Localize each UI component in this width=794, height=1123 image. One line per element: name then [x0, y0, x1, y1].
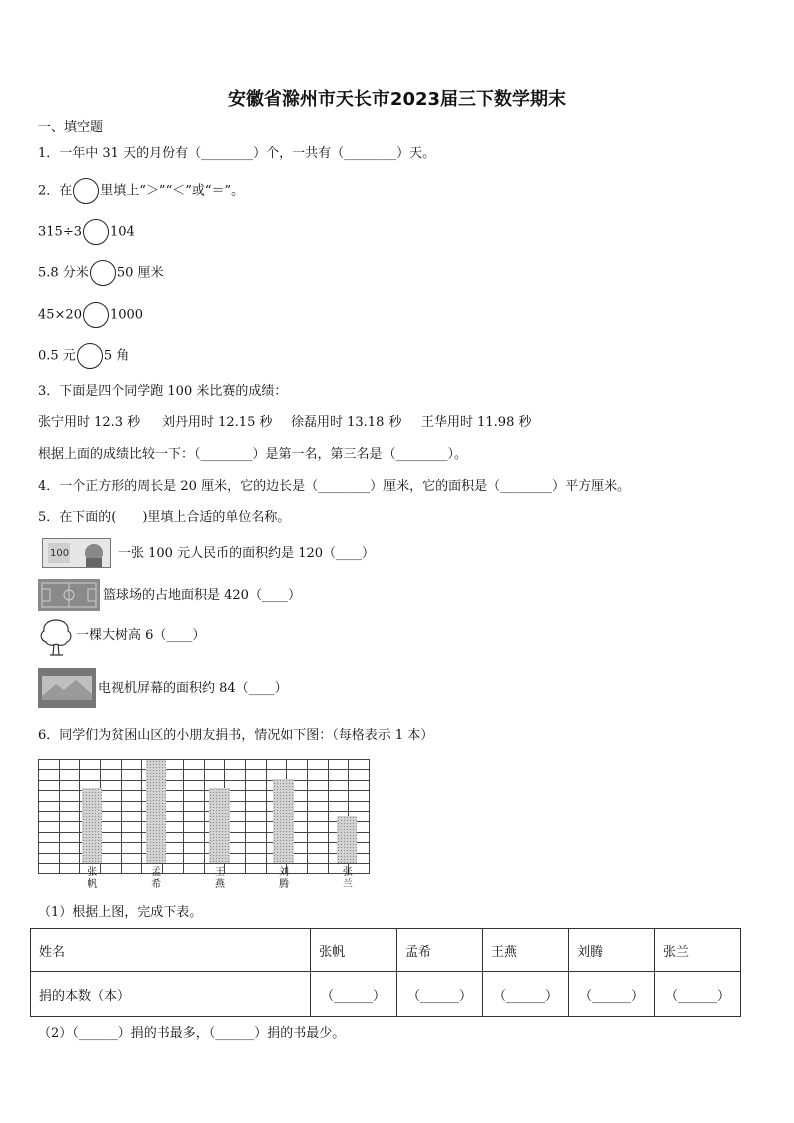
- grid-cell: [307, 760, 328, 770]
- chart-category-label: 张兰: [342, 867, 353, 891]
- grid-cell: [121, 822, 142, 832]
- table-header-cell: 姓名: [31, 929, 311, 972]
- answer-circle[interactable]: [73, 178, 99, 204]
- grid-cell: [245, 843, 266, 853]
- grid-cell: [307, 832, 328, 842]
- q2-prompt-a: 2．在: [38, 183, 73, 199]
- grid-cell: [307, 801, 328, 811]
- donation-table: [30, 928, 741, 1017]
- chart-bar: [337, 816, 357, 863]
- chart-category-label: 刘腾: [278, 867, 289, 891]
- q3-ask: 根据上面的成绩比较一下：（________）是第一名，第三名是（________）。: [38, 447, 468, 462]
- chart-bar: [273, 779, 293, 864]
- chart-category-label: 孟希: [151, 867, 162, 891]
- section-heading: 一、填空题: [38, 120, 104, 135]
- grid-cell: [59, 760, 80, 770]
- grid-cell: [204, 770, 225, 780]
- grid-cell: [101, 791, 122, 801]
- question-2-prompt: [38, 178, 244, 205]
- grid-cell: [59, 822, 80, 832]
- grid-cell: [245, 832, 266, 842]
- grid-cell: [163, 863, 184, 873]
- grid-cell: [307, 863, 328, 873]
- grid-cell: [183, 801, 204, 811]
- grid-cell: [245, 770, 266, 780]
- answer-blank[interactable]: （______）: [311, 972, 397, 1017]
- grid-cell: [204, 760, 225, 770]
- grid-cell: [59, 780, 80, 790]
- grid-cell: [328, 791, 349, 801]
- grid-cell: [101, 863, 122, 873]
- grid-cell: [183, 822, 204, 832]
- q5-item-4: 电视机屏幕的面积约 84（____）: [98, 681, 288, 696]
- answer-blank[interactable]: （______）: [483, 972, 569, 1017]
- grid-cell: [287, 760, 308, 770]
- tree-icon: [38, 617, 74, 657]
- question-4: 4．一个正方形的周长是 20 厘米，它的边长是（________）厘米，它的面积是（________）平方厘米。: [38, 479, 631, 494]
- grid-cell: [307, 811, 328, 821]
- grid-cell: [225, 863, 246, 873]
- q2-item-1-right: 104: [109, 224, 135, 240]
- q5-item-2: 篮球场的占地面积是 420（____）: [103, 588, 301, 603]
- q2-item-2-left: 5.8 分米: [38, 265, 89, 281]
- grid-cell: [101, 801, 122, 811]
- question-1: 1．一年中 31 天的月份有（________）个，一共有（________）天。: [38, 146, 436, 161]
- grid-cell: [39, 780, 60, 790]
- grid-cell: [39, 832, 60, 842]
- grid-cell: [59, 853, 80, 863]
- grid-cell: [121, 863, 142, 873]
- grid-cell: [101, 770, 122, 780]
- grid-cell: [101, 822, 122, 832]
- q2-item-3: [38, 302, 143, 329]
- q2-prompt-b: 里填上“＞”“＜”或“＝”。: [100, 183, 245, 199]
- grid-cell: [245, 801, 266, 811]
- answer-blank[interactable]: （______）: [397, 972, 483, 1017]
- q3-result-1: 张宁用时 12.3 秒: [38, 415, 141, 430]
- q2-item-1-left: 315÷3: [38, 224, 82, 240]
- q5-item-3: 一棵大树高 6（____）: [76, 628, 206, 643]
- grid-cell: [101, 832, 122, 842]
- grid-cell: [121, 801, 142, 811]
- q2-item-4-left: 0.5 元: [38, 348, 76, 364]
- grid-cell: [39, 863, 60, 873]
- grid-cell: [245, 791, 266, 801]
- table-row: [31, 972, 741, 1017]
- grid-cell: [121, 760, 142, 770]
- q3-result-2: 刘丹用时 12.15 秒: [162, 415, 273, 430]
- grid-cell: [59, 843, 80, 853]
- q2-item-3-right: 1000: [109, 307, 144, 323]
- grid-cell: [183, 811, 204, 821]
- grid-cell: [80, 770, 101, 780]
- grid-cell: [183, 853, 204, 863]
- q2-item-2: [38, 260, 164, 287]
- grid-cell: [349, 801, 370, 811]
- q2-item-2-right: 50 厘米: [116, 265, 164, 281]
- grid-cell: [39, 770, 60, 780]
- grid-cell: [328, 770, 349, 780]
- q3-result-4: 王华用时 11.98 秒: [421, 415, 532, 430]
- grid-cell: [349, 770, 370, 780]
- q2-item-1: [38, 219, 135, 246]
- grid-cell: [245, 760, 266, 770]
- grid-cell: [59, 863, 80, 873]
- basketball-court-image: [38, 579, 100, 611]
- grid-cell: [39, 843, 60, 853]
- grid-cell: [307, 822, 328, 832]
- grid-cell: [183, 863, 204, 873]
- grid-cell: [121, 853, 142, 863]
- grid-cell: [328, 801, 349, 811]
- grid-cell: [101, 843, 122, 853]
- grid-cell: [328, 780, 349, 790]
- grid-cell: [39, 853, 60, 863]
- grid-cell: [121, 832, 142, 842]
- grid-cell: [307, 853, 328, 863]
- answer-circle[interactable]: [77, 343, 103, 369]
- question-5: 5．在下面的( )里填上合适的单位名称。: [38, 510, 291, 525]
- table-header-cell: 刘腾: [568, 929, 654, 972]
- grid-cell: [183, 760, 204, 770]
- grid-cell: [101, 780, 122, 790]
- answer-circle[interactable]: [83, 219, 109, 245]
- q5-item-1: 一张 100 元人民币的面积约是 120（____）: [118, 546, 376, 561]
- q2-item-4-right: 5 角: [103, 348, 130, 364]
- answer-circle[interactable]: [83, 302, 109, 328]
- banknote-image: [42, 538, 111, 568]
- table-row-label: 捐的本数（本）: [31, 972, 311, 1017]
- grid-cell: [121, 780, 142, 790]
- q6-sub-2: （2）（______）捐的书最多，（______）捐的书最少。: [38, 1026, 346, 1041]
- grid-cell: [101, 760, 122, 770]
- table-header-cell: 孟希: [397, 929, 483, 972]
- grid-cell: [80, 760, 101, 770]
- grid-cell: [349, 791, 370, 801]
- grid-cell: [101, 811, 122, 821]
- grid-cell: [121, 843, 142, 853]
- grid-cell: [121, 811, 142, 821]
- grid-cell: [225, 770, 246, 780]
- q6-sub-1: （1）根据上图，完成下表。: [38, 905, 203, 920]
- grid-cell: [245, 853, 266, 863]
- grid-cell: [39, 801, 60, 811]
- answer-blank[interactable]: （______）: [568, 972, 654, 1017]
- banknote-denomination: 100: [50, 548, 70, 559]
- chart-bar: [209, 788, 229, 863]
- grid-cell: [349, 780, 370, 790]
- grid-cell: [59, 832, 80, 842]
- grid-cell: [245, 811, 266, 821]
- grid-cell: [59, 770, 80, 780]
- table-header-row: [31, 929, 741, 972]
- chart-bar: [82, 788, 102, 863]
- grid-cell: [307, 770, 328, 780]
- grid-cell: [39, 760, 60, 770]
- chart-category-label: 张帆: [87, 867, 98, 891]
- grid-cell: [245, 863, 266, 873]
- grid-cell: [121, 791, 142, 801]
- grid-cell: [183, 780, 204, 790]
- grid-cell: [59, 801, 80, 811]
- tv-icon: [38, 668, 96, 708]
- grid-cell: [39, 791, 60, 801]
- q2-item-4: [38, 343, 129, 370]
- grid-cell: [245, 822, 266, 832]
- chart-bar: [146, 760, 166, 863]
- grid-cell: [183, 791, 204, 801]
- grid-cell: [39, 811, 60, 821]
- table-header-cell: 张帆: [311, 929, 397, 972]
- grid-cell: [183, 832, 204, 842]
- grid-cell: [59, 791, 80, 801]
- grid-cell: [183, 770, 204, 780]
- answer-blank[interactable]: （______）: [654, 972, 740, 1017]
- q2-item-3-left: 45×20: [38, 307, 82, 323]
- chart-category-label: 王燕: [215, 867, 226, 891]
- grid-cell: [266, 760, 287, 770]
- grid-cell: [59, 811, 80, 821]
- grid-cell: [245, 780, 266, 790]
- grid-cell: [307, 791, 328, 801]
- grid-cell: [101, 853, 122, 863]
- grid-cell: [307, 780, 328, 790]
- q3-result-3: 徐磊用时 13.18 秒: [291, 415, 402, 430]
- answer-circle[interactable]: [90, 260, 116, 286]
- page-title: 安徽省滁州市天长市2023届三下数学期末: [227, 89, 567, 110]
- question-3: 3．下面是四个同学跑 100 米比赛的成绩：: [38, 384, 288, 399]
- table-header-cell: 王燕: [483, 929, 569, 972]
- grid-cell: [349, 760, 370, 770]
- grid-cell: [121, 770, 142, 780]
- question-6: 6．同学们为贫困山区的小朋友捐书，情况如下图：（每格表示 1 本）: [38, 728, 434, 743]
- grid-cell: [225, 760, 246, 770]
- grid-cell: [328, 760, 349, 770]
- table-header-cell: 张兰: [654, 929, 740, 972]
- grid-cell: [307, 843, 328, 853]
- grid-cell: [183, 843, 204, 853]
- grid-cell: [39, 822, 60, 832]
